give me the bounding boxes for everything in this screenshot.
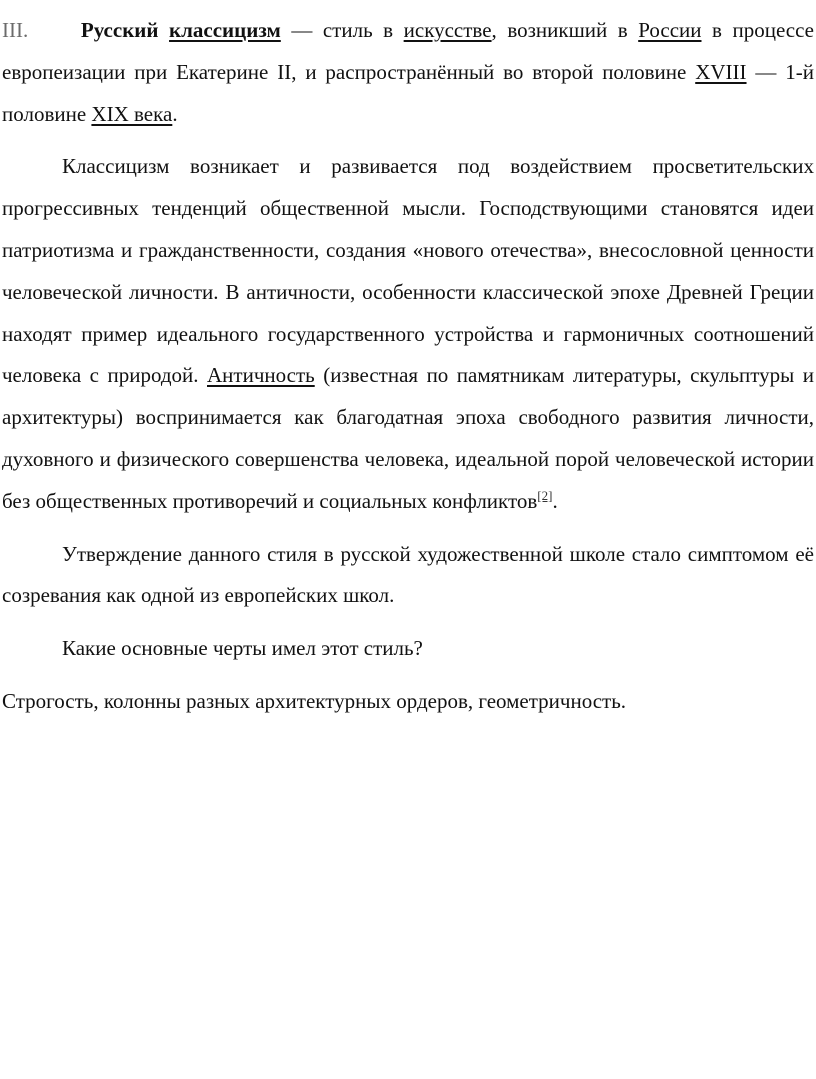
intro-text-a: , возникший в bbox=[491, 18, 639, 42]
intro-text-d: . bbox=[172, 101, 178, 126]
xix-century-link[interactable]: XIX века bbox=[91, 101, 173, 126]
paragraph2-text-a: Классицизм возникает и развивается под воздействием просветительских прогрессивных тенденций общественной мысли. Господствующими становятся идеи патриотизма и гражданственности, создания «нового отечества», внесословной ценности человеческой личности. В античности, особенности классической эпохе Древней Греции находят пример идеального государственного устройства и гармоничных соотношений человека с природой. bbox=[2, 154, 814, 388]
antiquity-link[interactable]: Античность bbox=[207, 363, 315, 388]
classicism-link[interactable]: классицизм bbox=[169, 18, 281, 42]
body-paragraph-ideas bbox=[2, 146, 814, 522]
question-text: Какие основные черты имел этот стиль? bbox=[62, 636, 423, 661]
russia-link[interactable]: России bbox=[638, 18, 702, 42]
intro-text-b: в процессе европеизации при Екатерине II, и распространённый во второй половине bbox=[2, 18, 815, 84]
art-link[interactable]: искусстве bbox=[403, 18, 492, 42]
section-numeral: III. bbox=[2, 18, 29, 42]
title-word: Русский bbox=[80, 18, 159, 42]
footnote-reference[interactable]: [2] bbox=[537, 487, 553, 503]
answer-text: Строгость, колонны разных архитектурных ордеров, геометричность. bbox=[2, 688, 627, 713]
intro-text-c: — 1-й половине bbox=[2, 59, 814, 126]
paragraph2-text-b: (известная по памятникам литературы, скульптуры и архитектуры) воспринимается как благодатная эпоха свободного развития личности, духовного и физического совершенства человека, идеальной порой человеческой истории без общественных противоречий и социальных конфликтов bbox=[2, 363, 814, 513]
intro-paragraph bbox=[2, 10, 814, 135]
paragraph2-text-c: . bbox=[552, 488, 558, 513]
xviii-century-link[interactable]: XVIII bbox=[695, 59, 747, 84]
intro-text-dash: — стиль в bbox=[280, 18, 404, 42]
body-paragraph-maturity: Утверждение данного стиля в русской художественной школе стало симптомом её созревания как одной из европейских школ. bbox=[2, 541, 814, 608]
